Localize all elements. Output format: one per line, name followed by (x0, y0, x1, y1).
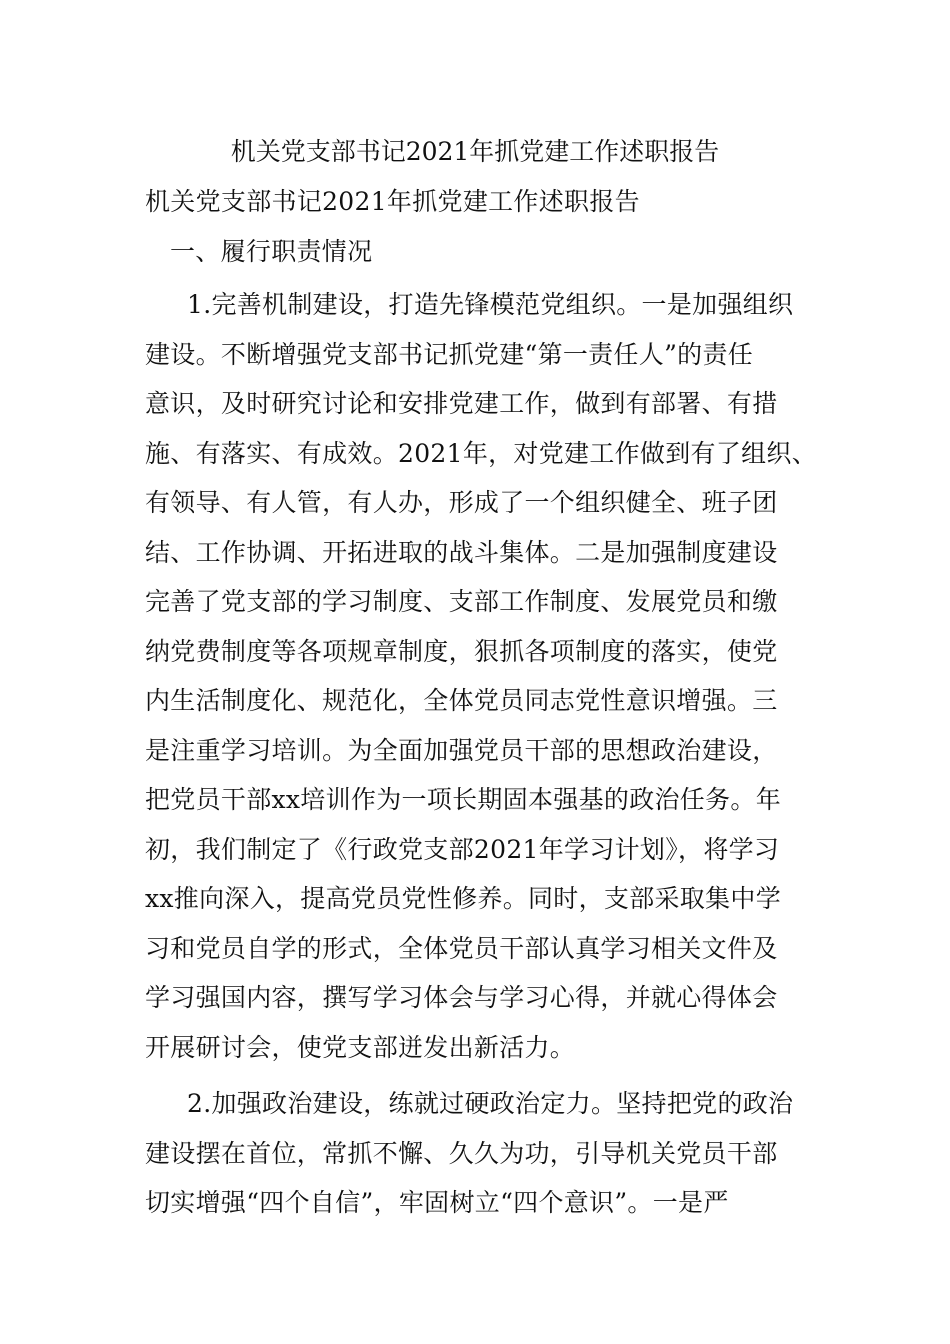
paragraph-line: 完善了党支部的学习制度、支部工作制度、发展党员和缴 (145, 587, 778, 616)
paragraph-line: 意识，及时研究讨论和安排党建工作，做到有部署、有措 (145, 389, 778, 418)
paragraph-line: 有领导、有人管，有人办，形成了一个组织健全、班子团 (145, 488, 778, 517)
paragraph-line: 初，我们制定了《行政党支部2021年学习计划》，将学习 (145, 834, 780, 864)
document-subtitle: 机关党支部书记2021年抓党建工作述职报告 (145, 187, 640, 216)
paragraph-line: 建设摆在首位，常抓不懈、久久为功，引导机关党员干部 (145, 1138, 778, 1168)
paragraph-line: 1.完善机制建设，打造先锋模范党组织。一是加强组织 (187, 290, 794, 319)
paragraph-line: 是注重学习培训。为全面加强党员干部的思想政治建设， (145, 735, 778, 765)
paragraph-spacer (145, 1072, 835, 1079)
paragraph-2 (145, 1079, 835, 1228)
paragraph-line: 纳党费制度等各项规章制度，狠抓各项制度的落实，使党 (145, 636, 778, 666)
section-heading: 一、履行职责情况 (170, 236, 373, 266)
paragraph-1 (145, 280, 835, 1072)
document-body (145, 177, 835, 1228)
paragraph-line: 结、工作协调、开拓进取的战斗集体。二是加强制度建设 (145, 537, 778, 567)
paragraph-line: 建设。不断增强党支部书记抓党建“第一责任人”的责任 (145, 339, 754, 369)
paragraph-line: 施、有落实、有成效。2021年，对党建工作做到有了组织、 (145, 438, 818, 468)
paragraph-line: 切实增强“四个自信”，牢固树立“四个意识”。一是严 (145, 1188, 729, 1217)
paragraph-line: xx推向深入，提高党员党性修养。同时，支部采取集中学 (145, 884, 782, 913)
document-title: 机关党支部书记2021年抓党建工作述职报告 (230, 137, 720, 166)
paragraph-line: 开展研讨会，使党支部迸发出新活力。 (145, 1032, 576, 1062)
paragraph-line: 学习强国内容，撰写学习体会与学习心得，并就心得体会 (145, 983, 778, 1012)
paragraph-line: 习和党员自学的形式，全体党员干部认真学习相关文件及 (145, 933, 778, 963)
paragraph-line: 把党员干部xx培训作为一项长期固本强基的政治任务。年 (145, 785, 782, 814)
paragraph-line: 2.加强政治建设，练就过硬政治定力。坚持把党的政治 (187, 1089, 794, 1118)
paragraph-line: 内生活制度化、规范化，全体党员同志党性意识增强。三 (145, 686, 778, 715)
